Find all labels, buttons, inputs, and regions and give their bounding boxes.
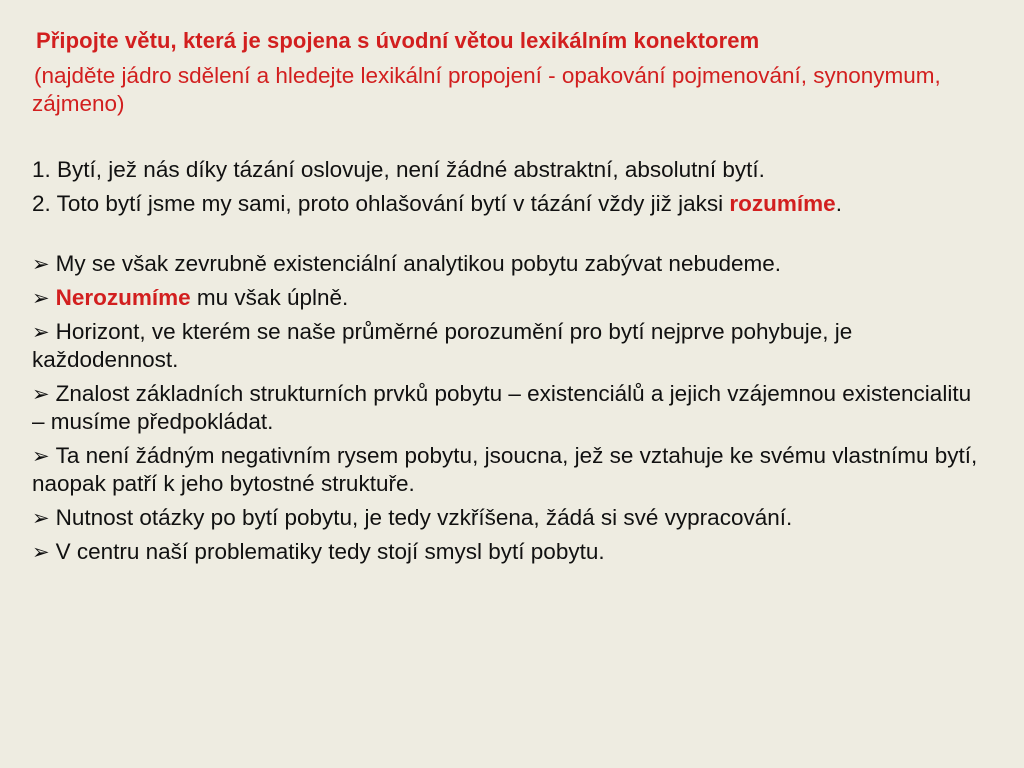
list-item-text: My se však zevrubně existenciální analytikou pobytu zabývat nebudeme.	[55, 251, 782, 276]
arrow-bullet-icon: ➢	[32, 382, 50, 406]
list-item	[32, 284, 984, 312]
arrow-bullet-icon: ➢	[32, 320, 50, 344]
list-item-text: V centru naší problematiky tedy stojí smysl bytí pobytu.	[55, 539, 605, 564]
list-item-text: Znalost základních strukturních prvků pobytu – existenciálů a jejich vzájemnou existencialitu – musíme předpokládat.	[32, 381, 972, 434]
numbered-sentences	[32, 156, 984, 218]
sentence-2	[32, 190, 984, 218]
list-item	[32, 318, 984, 374]
sentence-1-text: Bytí, jež nás díky tázání oslovuje, není žádné abstraktní, absolutní bytí.	[57, 157, 765, 182]
list-item	[32, 380, 984, 436]
arrow-bullet-icon: ➢	[32, 506, 50, 530]
slide-title: Připojte větu, která je spojena s úvodní větou lexikálním konektorem	[36, 28, 760, 53]
list-item	[32, 538, 984, 566]
arrow-bullet-icon: ➢	[32, 444, 50, 468]
slide-subtitle: (najděte jádro sdělení a hledejte lexikální propojení - opakování pojmenování, synonymum, zájmeno)	[32, 63, 941, 116]
list-item-text: Nutnost otázky po bytí pobytu, je tedy vzkříšena, žádá si své vypracování.	[55, 505, 793, 530]
arrow-bullet-icon: ➢	[32, 286, 50, 310]
list-item	[32, 504, 984, 532]
sentence-2-text: Toto bytí jsme my sami, proto ohlašování bytí v tázání vždy již jaksi	[56, 191, 724, 216]
sentence-1-number: 1.	[32, 157, 51, 182]
list-item-text: Horizont, ve kterém se naše průměrné porozumění pro bytí nejprve pohybuje, je každodennost.	[32, 319, 853, 372]
arrow-bullet-icon: ➢	[32, 540, 50, 564]
list-item-text: mu však úplně.	[196, 285, 349, 310]
list-item	[32, 250, 984, 278]
list-item	[32, 442, 984, 498]
sentence-2-highlight: rozumíme	[729, 191, 836, 216]
sentence-2-suffix: .	[835, 191, 842, 216]
list-item-text: Ta není žádným negativním rysem pobytu, jsoucna, jež se vztahuje ke svému vlastnímu bytí, naopak patří k jeho bytostné struktuře.	[32, 443, 978, 496]
bullet-list	[32, 250, 984, 566]
list-item-highlight: Nerozumíme	[55, 285, 191, 310]
arrow-bullet-icon: ➢	[32, 252, 50, 276]
sentence-2-number: 2.	[32, 191, 51, 216]
sentence-1	[32, 156, 984, 184]
